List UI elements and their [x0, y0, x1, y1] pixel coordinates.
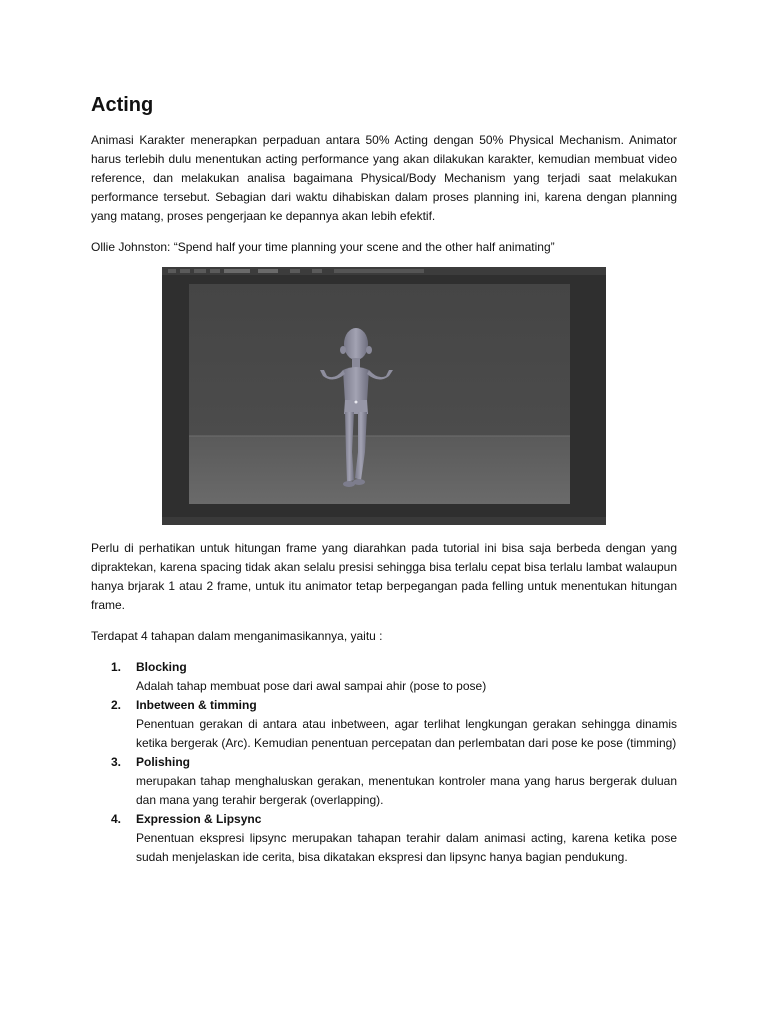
figure-3d-character-screenshot — [162, 267, 606, 525]
step-title: Polishing — [136, 755, 190, 769]
document-page — [91, 94, 677, 867]
figure-3d-viewport — [189, 284, 570, 504]
steps-intro: Terdapat 4 tahapan dalam menganimasikannya, yaitu : — [91, 629, 383, 643]
intro-paragraph: Animasi Karakter menerapkan perpaduan antara 50% Acting dengan 50% Physical Mechanism. Animator harus terlebih dulu menentukan acting performance yang akan dilakukan karakter, kemudian membuat video reference, dan melakukan analisa bagaimana Physical/Body Mechanism yang terjadi saat melakukan performance tersebut. Sebagian dari waktu dihabiskan dalam proses planning ini, karena dengan planning yang matang, proses pengerjaan ke depannya akan lebih efektif. — [91, 133, 677, 223]
list-item — [91, 810, 677, 867]
frame-note-paragraph: Perlu di perhatikan untuk hitungan frame yang diarahkan pada tutorial ini bisa saja berbeda dengan yang dipraktekan, karena spacing tidak akan selalu presisi sehingga bisa terlalu cepat bisa terlalu lambat walaupun hanya brjarak 1 atau 2 frame, untuk itu animator tetap berpegangan pada felling untuk menentukan hitungan frame. — [91, 541, 677, 612]
list-item — [91, 658, 677, 696]
step-description: Penentuan ekspresi lipsync merupakan tahapan terahir dalam animasi acting, karena ketika pose sudah menjelaskan ide cerita, bisa dikatakan ekspresi dan lipsync hanya bagian pendukung. — [136, 831, 677, 864]
step-title: Blocking — [136, 660, 187, 674]
step-title: Inbetween & timming — [136, 698, 257, 712]
step-description: merupakan tahap menghaluskan gerakan, menentukan kontroler mana yang harus bergerak duluan dan mana yang terahir bergerak (overlapping). — [136, 774, 677, 807]
step-description: Adalah tahap membuat pose dari awal sampai ahir (pose to pose) — [136, 679, 487, 693]
step-description: Penentuan gerakan di antara atau inbetween, agar terlihat lengkungan gerakan sehingga dinamis ketika bergerak (Arc). Kemudian penentuan percepatan dan perlembatan dari pose ke pose (timming) — [136, 717, 677, 750]
character-scene-icon — [189, 284, 570, 504]
step-number: 3. — [111, 755, 122, 769]
figure-toolbar — [162, 267, 606, 275]
step-number: 1. — [111, 660, 122, 674]
page-title: Acting — [91, 94, 154, 116]
figure-timeline-bar — [162, 517, 606, 525]
steps-list — [91, 658, 677, 867]
quote-paragraph: Ollie Johnston: “Spend half your time planning your scene and the other half animating” — [91, 240, 555, 254]
list-item — [91, 696, 677, 753]
step-title: Expression & Lipsync — [136, 812, 262, 826]
step-number: 2. — [111, 698, 122, 712]
list-item — [91, 753, 677, 810]
step-number: 4. — [111, 812, 122, 826]
